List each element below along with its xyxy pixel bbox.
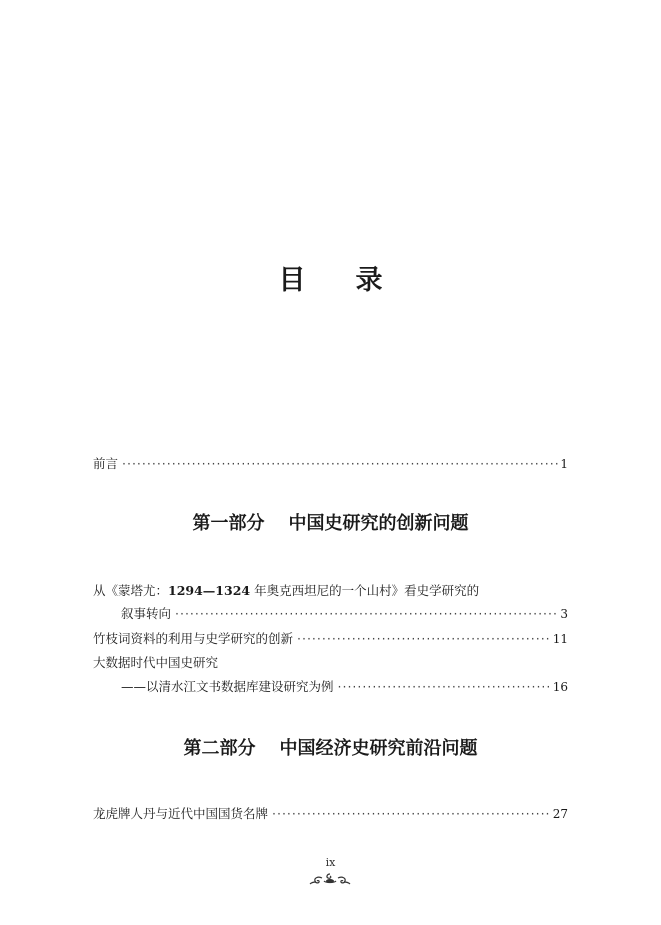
dot-leader [175,606,558,622]
toc-entry-bigdata-line2[interactable] [121,679,568,695]
toc-entry-montaillou-line2[interactable] [121,606,568,622]
part-heading-2 [0,738,661,760]
toc-page-number: 27 [552,807,568,821]
part-label: 第一部分 [192,513,265,534]
toc-entry-preface[interactable] [93,456,568,472]
part-label: 第二部分 [183,738,256,759]
folio-page-number: ix [325,856,336,869]
toc-entry-label: 竹枝词资料的利用与史学研究的创新 [93,631,294,646]
cloud-ornament-icon [308,868,352,888]
toc-page-number: 11 [552,632,568,646]
entry-text: 从《蒙塔尤： [93,583,169,598]
part-title: 中国经济史研究前沿问题 [279,738,478,759]
dot-leader [122,456,558,472]
toc-entry-label: 前言 [93,456,119,471]
dot-leader [338,679,551,695]
entry-year-range: 1294—1324 [168,583,251,598]
toc-entry-label: 龙虎牌人丹与近代中国国货名牌 [93,806,269,821]
toc-page-number: 1 [560,457,568,471]
dot-leader [297,631,551,647]
entry-text: 年奥克西坦尼的一个山村》看史学研究的 [250,583,480,598]
toc-entry-longhu[interactable] [93,806,568,822]
dot-leader [272,806,551,822]
part-title: 中国史研究的创新问题 [288,513,469,534]
toc-page-number: 16 [552,680,568,694]
toc-entry-zhuzhici[interactable] [93,631,568,647]
toc-entry-bigdata-line1[interactable]: 大数据时代中国史研究 [93,655,219,670]
page-title: 目录 [278,265,433,296]
toc-page-number: 3 [560,607,568,621]
toc-entry-label: 叙事转向 [121,606,172,621]
part-heading-1 [0,513,661,535]
toc-entry-montaillou-line1[interactable] [93,583,479,599]
toc-entry-label: ——以清水江文书数据库建设研究为例 [121,679,334,694]
